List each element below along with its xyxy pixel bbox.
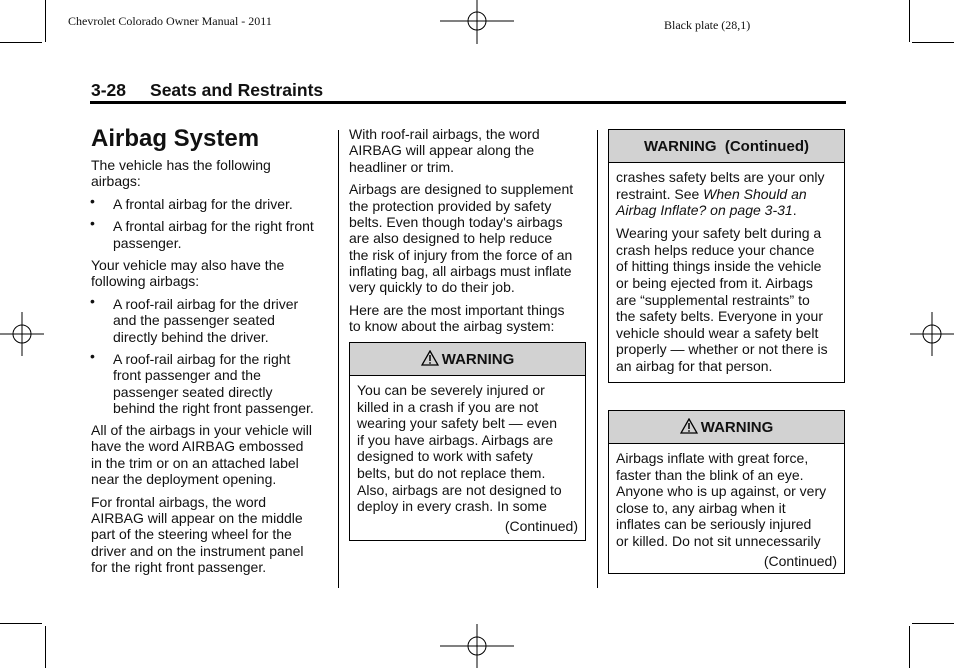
list-item <box>90 215 336 251</box>
cross-reference: When Should an Airbag Inflate? on page 3-31 <box>616 185 807 219</box>
warning-triangle-icon <box>421 350 439 366</box>
crop-mark <box>912 623 954 624</box>
list-item-text: A frontal airbag for the driver. <box>113 196 293 213</box>
warning-title: WARNING <box>700 419 774 436</box>
registration-mark-icon <box>440 0 514 44</box>
crop-mark <box>0 42 42 43</box>
running-header <box>91 80 323 101</box>
crop-mark <box>45 626 46 668</box>
list-item <box>90 293 336 345</box>
list-item-text: A roof-rail airbag for the driver and the passenger seated directly behind the driver. <box>113 296 299 345</box>
warning-header <box>609 411 844 444</box>
warning-text: Wearing your safety belt during a crash helps reduce your chance of hitting things inside the vehicle or being ejected from it. Airbags are “supplemental restraints” to the safety belts. Everyone in your vehicle should wear a safety belt properly — whether or not there is an airbag for that person. <box>616 225 828 375</box>
column-divider <box>338 130 339 588</box>
list-item <box>90 347 336 416</box>
warning-triangle-icon <box>680 418 698 434</box>
slug-left: Chevrolet Colorado Owner Manual - 2011 <box>68 14 272 28</box>
crop-mark <box>45 0 46 42</box>
warning-text: Airbags inflate with great force, faster than the blink of an eye. Anyone who is up against, or very close to, any airbag when it inflates can be seriously injured or killed. Do not sit unnecessarily <box>616 450 827 549</box>
header-rule <box>90 101 846 104</box>
column-1 <box>91 125 336 582</box>
warning-text: You can be severely injured or killed in a crash if you are not wearing your safety belt — even if you have airbags. Airbags are designed to work with safety belts, but do not replace them. Also, airbags are not designed to deploy in every crash. In some <box>357 382 562 515</box>
warning-title: WARNING <box>441 351 515 368</box>
text: crashes safety belts are your only restraint. See <box>616 169 825 202</box>
paragraph: Here are the most important things to know about the airbag system: <box>349 301 565 335</box>
registration-mark-icon <box>0 312 44 356</box>
warning-continued-box <box>608 129 845 383</box>
column-divider <box>597 130 598 588</box>
bullet-list <box>90 193 336 251</box>
bullet-icon: • <box>90 293 95 310</box>
crop-mark <box>912 42 954 43</box>
paragraph: All of the airbags in your vehicle will have the word AIRBAG embossed in the trim or on an attached label near the deployment opening. <box>91 422 312 488</box>
bullet-icon: • <box>90 347 95 364</box>
warning-header <box>350 343 585 376</box>
paragraph: The vehicle has the following airbags: <box>91 157 271 190</box>
warning-box <box>349 342 586 541</box>
bullet-list <box>90 293 336 416</box>
page-title: Airbag System <box>91 125 260 152</box>
text: . <box>792 202 797 219</box>
continued-label: (Continued) <box>504 517 578 534</box>
warning-text <box>616 169 837 219</box>
column-2 <box>349 126 594 341</box>
bullet-icon: • <box>90 215 95 232</box>
page-number: 3-28 <box>91 80 127 100</box>
list-item-text: A roof-rail airbag for the right front passenger and the passenger seated directly behind the right front passenger. <box>113 350 314 416</box>
warning-header: WARNING (Continued) <box>609 130 844 163</box>
paragraph: With roof-rail airbags, the word AIRBAG will appear along the headliner or trim. <box>349 126 540 175</box>
section-title: Seats and Restraints <box>150 80 324 100</box>
bullet-icon: • <box>90 193 95 210</box>
paragraph: Airbags are designed to supplement the protection provided by safety belts. Even though today's airbags are also designed to help reduce the risk of injury from the force of an inflating bag, all airbags must inflate very quickly to do their job. <box>349 181 574 296</box>
list-item-text: A frontal airbag for the right front passenger. <box>113 218 314 251</box>
paragraph: Your vehicle may also have the following airbags: <box>91 256 285 290</box>
registration-mark-icon <box>910 312 954 356</box>
registration-mark-icon <box>440 624 514 668</box>
list-item <box>90 193 336 213</box>
continued-label: (Continued) <box>763 552 837 569</box>
crop-mark <box>0 623 42 624</box>
slug-right: Black plate (28,1) <box>664 18 751 32</box>
crop-mark <box>909 0 910 42</box>
warning-box <box>608 410 845 574</box>
paragraph: For frontal airbags, the word AIRBAG will appear on the middle part of the steering wheel for the driver and on the instrument panel for the right front passenger. <box>91 493 304 576</box>
crop-mark <box>909 626 910 668</box>
